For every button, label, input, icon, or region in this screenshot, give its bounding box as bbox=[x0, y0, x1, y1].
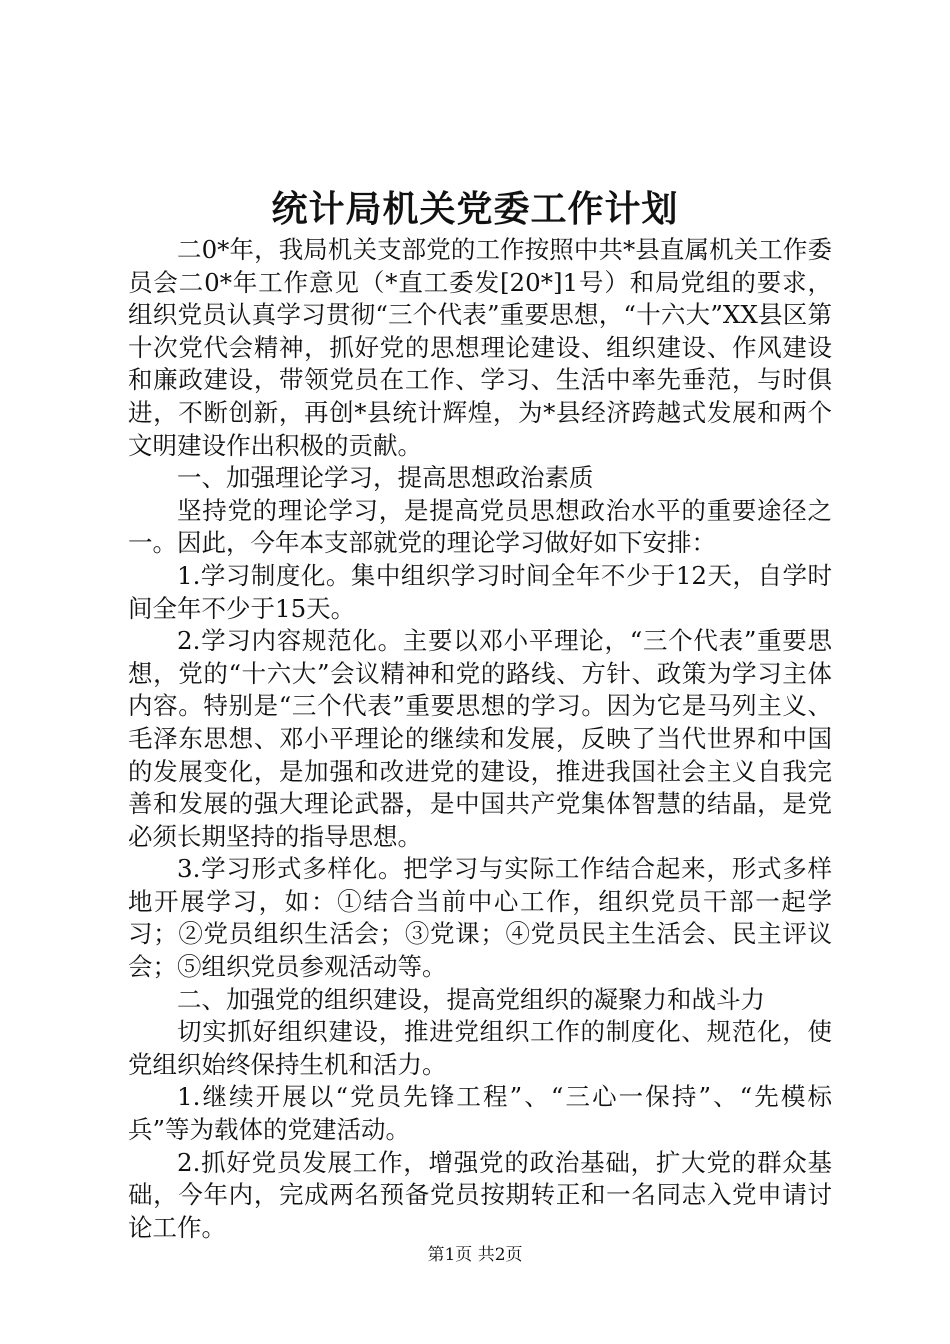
body-paragraph: 切实抓好组织建设，推进党组织工作的制度化、规范化，使党组织始终保持生机和活力。 bbox=[128, 1017, 832, 1079]
document-body bbox=[128, 234, 832, 1244]
list-item-party-activities: 1.继续开展以“党员先锋工程”、“三心一保持”、“先模标兵”等为载体的党建活动。 bbox=[128, 1082, 832, 1145]
document-title: 统计局机关党委工作计划 bbox=[271, 188, 679, 230]
page-number-footer: 第1页 共2页 bbox=[427, 1245, 523, 1265]
body-paragraph: 坚持党的理论学习，是提高党员思想政治水平的重要途径之一。因此，今年本支部就党的理论学习做好如下安排： bbox=[128, 495, 832, 558]
list-item-member-development: 2.抓好党员发展工作，增强党的政治基础，扩大党的群众基础，今年内，完成两名预备党员按期转正和一名同志入党申请讨论工作。 bbox=[128, 1147, 832, 1242]
list-item-study-system: 1.学习制度化。集中组织学习时间全年不少于12天，自学时间全年不少于15天。 bbox=[128, 560, 832, 623]
section-heading-theory-study: 一、加强理论学习，提高思想政治素质 bbox=[177, 463, 594, 493]
list-item-study-forms: 3.学习形式多样化。把学习与实际工作结合起来，形式多样地开展学习，如：①结合当前中心工作，组织党员干部一起学习；②党员组织生活会；③党课；④党员民主生活会、民主评议会；⑤组织党员参观活动等。 bbox=[128, 854, 832, 982]
section-heading-organization: 二、加强党的组织建设，提高党组织的凝聚力和战斗力 bbox=[177, 984, 765, 1014]
intro-paragraph: 二0*年，我局机关支部党的工作按照中共*县直属机关工作委员会二0*年工作意见（*直工委发[20*]1号）和局党组的要求，组织党员认真学习贯彻“三个代表”重要思想，“十六大”XX县区第十次党代会精神，抓好党的思想理论建设、组织建设、作风建设和廉政建设，带领党员在工作、学习、生活中率先垂范，与时俱进，不断创新，再创*县统计辉煌，为*县经济跨越式发展和两个文明建设作出积极的贡献。 bbox=[128, 235, 832, 460]
list-item-study-content: 2.学习内容规范化。主要以邓小平理论，“三个代表”重要思想，党的“十六大”会议精神和党的路线、方针、政策为学习主体内容。特别是“三个代表”重要思想的学习。因为它是马列主义、毛泽东思想、邓小平理论的继续和发展，反映了当代世界和中国的发展变化，是加强和改进党的建设，推进我国社会主义自我完善和发展的强大理论武器，是中国共产党集体智慧的结晶，是党必须长期坚持的指导思想。 bbox=[128, 626, 832, 851]
